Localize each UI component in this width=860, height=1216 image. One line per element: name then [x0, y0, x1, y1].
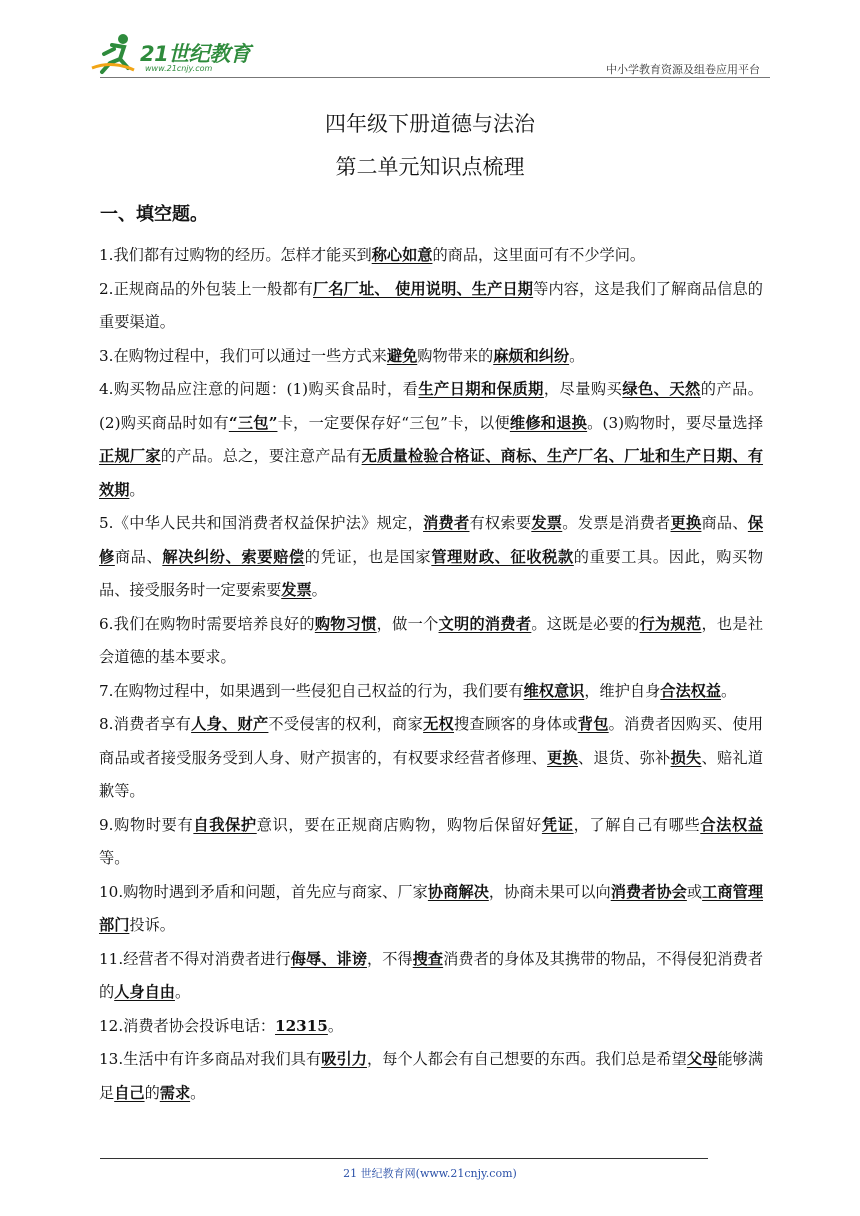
- answer-text: 绿色、天然: [622, 380, 701, 398]
- answer-text: 正规厂家: [99, 447, 161, 465]
- answer-text: 保修: [99, 514, 764, 566]
- runner-icon: [90, 30, 142, 76]
- question-text: 能够满足: [99, 1050, 763, 1102]
- answer-text: 无权: [423, 715, 455, 733]
- question-item: [99, 273, 763, 340]
- question-text: 4.购买物品应注意的问题：(1)购买食品时，看: [99, 380, 419, 398]
- question-list: [99, 239, 763, 1110]
- question-text: 。: [721, 681, 737, 700]
- answer-text: 人身自由: [114, 983, 175, 1001]
- question-text: 购物带来的: [417, 346, 494, 365]
- logo-url: www.21cnjy.com: [145, 64, 213, 73]
- question-item: [99, 373, 763, 507]
- question-text: 1.我们都有过购物的经历。怎样才能买到: [99, 246, 372, 264]
- answer-text: 协商解决: [427, 882, 489, 901]
- question-text: 9.购物时要有: [99, 815, 194, 834]
- question-item: [99, 943, 763, 1010]
- question-text: 意识，要在正规商店购物，购物后保留好: [256, 815, 542, 834]
- answer-text: 厂名厂址、 使用说明、生产日期: [313, 279, 534, 298]
- question-text: ，协商未果可以向: [488, 882, 611, 901]
- question-text: 、退货、弥补: [577, 748, 671, 767]
- question-text: 8.消费者享有: [99, 715, 192, 733]
- question-text: ，不得: [366, 949, 413, 968]
- question-text: 。: [174, 983, 191, 1001]
- page-title: 四年级下册道德与法治: [325, 112, 535, 136]
- answer-text: 损失: [670, 748, 702, 767]
- question-item: [99, 708, 763, 809]
- question-text: 的商品，这里面可有不少学问。: [432, 246, 646, 264]
- question-text: 。: [311, 581, 327, 599]
- question-text: 的产品。总之，要注意产品有: [160, 447, 362, 465]
- question-text: 等内容，这是我们了解商品信息的重要渠道。: [99, 279, 763, 331]
- question-item: [99, 1043, 763, 1110]
- answer-text: 维权意识: [523, 681, 585, 700]
- question-text: 消费者的身体及其携带的物品，不得侵犯消费者的: [99, 949, 763, 1001]
- answer-text: 吸引力: [321, 1050, 367, 1068]
- question-text: 卡，一定要保存好“三包”卡，以便: [277, 413, 510, 432]
- section-heading: 一、填空题。: [100, 204, 208, 225]
- answer-text: 麻烦和纠纷: [493, 346, 570, 365]
- question-text: 6.我们在购物时需要培养良好的: [99, 614, 315, 633]
- question-text: 搜查顾客的身体或: [454, 715, 578, 733]
- answer-text: 自己: [114, 1083, 145, 1102]
- question-text: 13.生活中有许多商品对我们具有: [99, 1050, 322, 1068]
- question-text: 不受侵害的权利，商家: [268, 715, 424, 733]
- answer-text: 父母: [686, 1050, 718, 1068]
- question-text: 。(3)购物时，要尽量选择: [587, 413, 764, 432]
- question-text: 的凭证，也是国家: [304, 547, 432, 566]
- question-text: 商品、: [114, 547, 163, 566]
- question-text: 12.消费者协会投诉电话：: [99, 1016, 276, 1035]
- question-text: 11.经营者不得对消费者进行: [99, 949, 291, 968]
- question-text: 7.在购物过程中，如果遇到一些侵犯自己权益的行为，我们要有: [99, 681, 524, 700]
- answer-text: 人身、财产: [191, 715, 269, 733]
- answer-text: 生产日期和保质期: [418, 380, 544, 398]
- logo-text: 21世纪教育: [140, 42, 251, 66]
- question-text: 有权索要: [469, 514, 532, 532]
- question-text: 3.在购物过程中，我们可以通过一些方式来: [99, 346, 387, 365]
- page-header: [90, 30, 770, 80]
- answer-text: 背包: [577, 715, 609, 733]
- answer-text: 避免: [386, 346, 418, 365]
- question-text: 5.《中华人民共和国消费者权益保护法》规定，: [99, 514, 424, 532]
- question-text: 2.正规商品的外包装上一般都有: [99, 279, 313, 298]
- answer-text: 发票: [531, 514, 563, 532]
- question-text: 。: [569, 346, 585, 365]
- question-text: 。: [327, 1016, 344, 1035]
- answer-text: 称心如意: [371, 246, 433, 264]
- answer-text: 管理财政、征收税款: [431, 547, 574, 566]
- question-text: ，每个人都会有自己想要的东西。我们总是希望: [366, 1050, 687, 1068]
- question-item: [99, 1010, 763, 1044]
- answer-text: “三包”: [228, 413, 278, 432]
- question-text: ，尽量购买: [543, 380, 623, 398]
- question-text: 10.购物时遇到矛盾和问题，首先应与商家、厂家: [99, 882, 428, 901]
- question-text: 、赔礼道歉等。: [99, 748, 764, 800]
- answer-text: 维修和退换: [509, 413, 588, 432]
- question-text: 。这既是必要的: [531, 614, 640, 633]
- question-text: ，做一个: [376, 614, 439, 633]
- page-subtitle: 第二单元知识点梳理: [335, 155, 525, 179]
- answer-text: 行为规范: [639, 614, 702, 633]
- question-item: [99, 876, 763, 943]
- question-text: ，也是社会道德的基本要求。: [99, 614, 764, 666]
- footer-text[interactable]: 21 世纪教育网(www.21cnjy.com): [343, 1167, 517, 1180]
- question-item: [99, 507, 763, 608]
- question-text: 的重要工具。因此，购买物品、接受服务时一定要索要: [99, 547, 764, 599]
- answer-text: 发票: [281, 581, 312, 599]
- platform-name: 中小学教育资源及组卷应用平台: [606, 63, 760, 76]
- answer-text: 无质量检验合格证、商标、生产厂名、厂址和生产日期、有效期: [99, 447, 764, 499]
- question-text: 商品、: [701, 514, 748, 532]
- question-text: 或: [686, 882, 703, 901]
- answer-text: 自我保护: [193, 815, 257, 834]
- question-text: 。发票是消费者: [562, 514, 671, 532]
- answer-text: 更换: [670, 514, 702, 532]
- question-item: [99, 340, 763, 374]
- answer-text: 合法权益: [660, 681, 721, 700]
- header-divider: [100, 77, 770, 78]
- answer-text: 工商管理部门: [99, 882, 763, 934]
- question-item: [99, 675, 763, 709]
- question-item: [99, 239, 763, 273]
- question-text: 。: [129, 480, 145, 499]
- answer-text: 12315: [275, 1016, 328, 1035]
- answer-text: 凭证: [541, 815, 574, 834]
- answer-text: 购物习惯: [314, 614, 377, 633]
- question-text: 投诉。: [129, 916, 175, 934]
- question-text: ，维护自身: [584, 681, 661, 700]
- question-text: 。消费者因购买、使用商品或者接受服务受到人身、财产损害的，有权要求经营者修理、: [99, 715, 764, 767]
- question-text: 等。: [99, 849, 130, 867]
- answer-text: 消费者: [423, 514, 470, 532]
- site-logo[interactable]: [90, 30, 260, 78]
- answer-text: 消费者协会: [610, 882, 687, 901]
- question-text: 。: [190, 1083, 206, 1102]
- question-item: [99, 809, 763, 876]
- answer-text: 文明的消费者: [438, 614, 532, 633]
- answer-text: 侮辱、诽谤: [290, 949, 367, 968]
- answer-text: 搜查: [412, 949, 444, 968]
- footer-divider: [100, 1158, 708, 1159]
- question-text: 的: [144, 1083, 160, 1102]
- answer-text: 解决纠纷、索要赔偿: [162, 547, 305, 566]
- answer-text: 合法权益: [700, 815, 764, 834]
- question-text: 的产品。(2)购买商品时如有: [99, 380, 763, 432]
- answer-text: 更换: [547, 748, 578, 767]
- answer-text: 需求: [159, 1083, 191, 1102]
- question-text: ，了解自己有哪些: [573, 815, 701, 834]
- question-item: [99, 608, 763, 675]
